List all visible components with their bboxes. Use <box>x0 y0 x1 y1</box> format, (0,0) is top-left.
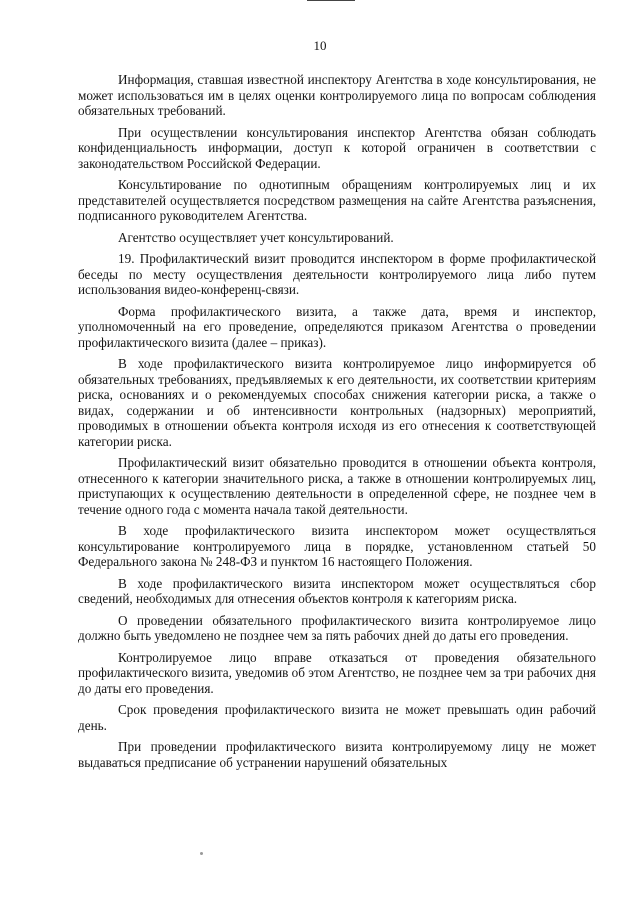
paragraph: Агентство осуществляет учет консультирований. <box>118 229 394 245</box>
paragraph: О проведении обязательного профилактического визита контролируемое лицо должно быть уведомлено не позднее чем за пять рабочих дней до даты его проведения. <box>78 612 596 643</box>
top-rule <box>307 0 355 1</box>
scan-dot-mark <box>200 852 203 855</box>
paragraph: Информация, ставшая известной инспектору Агентства в ходе консультирования, не может использоваться им в целях оценки контролируемого лица по вопросам соблюдения обязательных требований. <box>78 72 596 118</box>
paragraph: 19. Профилактический визит проводится инспектором в форме профилактической беседы по месту осуществления деятельности контролируемого лица либо путем использования видео-конференц-связи. <box>78 251 596 297</box>
page-number: 10 <box>313 38 327 53</box>
paragraph: Срок проведения профилактического визита не может превышать один рабочий день. <box>78 702 596 733</box>
paragraph: Форма профилактического визита, а также дата, время и инспектор, уполномоченный на его проведение, определяются приказом Агентства о проведении профилактического визита (далее – приказ). <box>78 303 596 350</box>
paragraph: В ходе профилактического визита инспектором может осуществляться консультирование контролируемого лица в порядке, установленном статьей 50 Федерального закона № 248-ФЗ и пунктом 16 настоящего Положения. <box>78 523 596 569</box>
paragraph: При осуществлении консультирования инспектор Агентства обязан соблюдать конфиденциальность информации, доступ к которой ограничен в соответствии с законодательством Российской Федерации. <box>78 124 596 171</box>
paragraph: В ходе профилактического визита инспектором может осуществляться сбор сведений, необходимых для отнесения объектов контроля к категориям риска. <box>78 575 596 606</box>
paragraph: Консультирование по однотипным обращениям контролируемых лиц и их представителей осуществляется посредством размещения на сайте Агентства разъяснения, подписанного руководителем Агентства. <box>78 177 596 223</box>
paragraph: Профилактический визит обязательно проводится в отношении объекта контроля, отнесенного к категории значительного риска, а также в отношении контролируемых лиц, приступающих к осуществлению деятельности в определенной сфере, не позднее чем в течение одного года с момента начала такой деятельности. <box>78 455 596 517</box>
document-body <box>78 72 596 776</box>
paragraph: При проведении профилактического визита контролируемому лицу не может выдаваться предписание об устранении нарушений обязательных <box>78 739 596 770</box>
paragraph: В ходе профилактического визита контролируемое лицо информируется об обязательных требованиях, предъявляемых к его деятельности, их соответствии критериям риска, основаниях и о рекомендуемых способах снижения категории риска, а также о видах, содержании и об интенсивности контрольных (надзорных) мероприятий, проводимых в отношении объекта контроля исходя из его отнесения к соответствующей категории риска. <box>78 356 596 449</box>
paragraph: Контролируемое лицо вправе отказаться от проведения обязательного профилактического визита, уведомив об этом Агентство, не позднее чем за три рабочих дня до даты его проведения. <box>78 649 596 696</box>
